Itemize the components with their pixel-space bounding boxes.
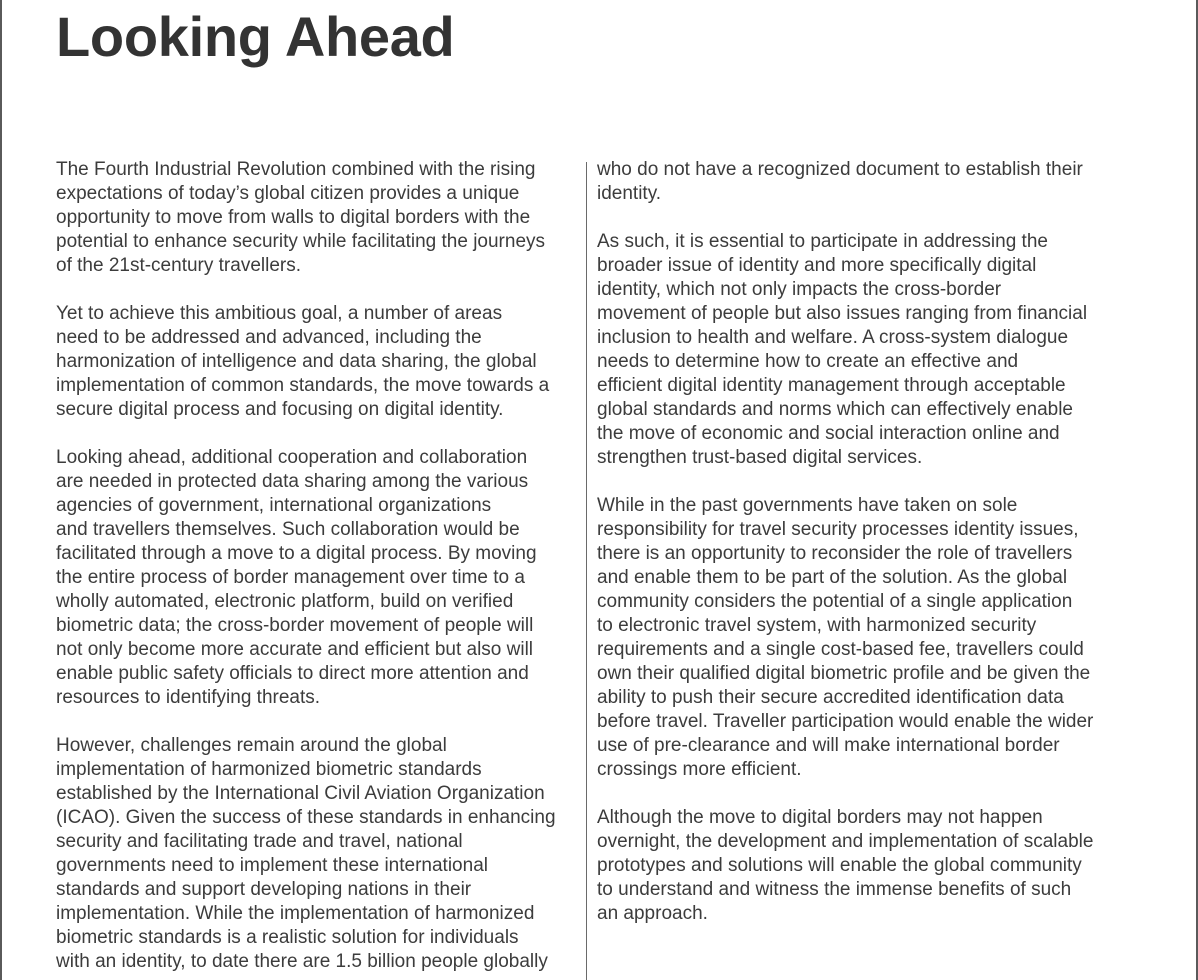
text-line: However, challenges remain around the global bbox=[56, 735, 447, 756]
paragraph bbox=[597, 806, 1127, 926]
text-line: As such, it is essential to participate in addressing the bbox=[597, 231, 1048, 252]
text-line: While in the past governments have taken on sole bbox=[597, 495, 1018, 516]
text-line: before travel. Traveller participation would enable the wider bbox=[597, 711, 1094, 732]
text-line: not only become more accurate and efficient but also will bbox=[56, 639, 534, 660]
text-line: implementation of common standards, the move towards a bbox=[56, 375, 550, 396]
text-line: security and facilitating trade and travel, national bbox=[56, 831, 463, 852]
text-line: The Fourth Industrial Revolution combined with the rising bbox=[56, 159, 536, 180]
text-line: need to be addressed and advanced, including the bbox=[56, 327, 482, 348]
text-line: secure digital process and focusing on digital identity. bbox=[56, 399, 504, 420]
page-title: Looking Ahead bbox=[56, 5, 455, 68]
text-line: of the 21st-century travellers. bbox=[56, 255, 301, 276]
text-line: efficient digital identity management through acceptable bbox=[597, 375, 1066, 396]
text-line: biometric data; the cross-border movement of people will bbox=[56, 615, 534, 636]
text-line: governments need to implement these international bbox=[56, 855, 488, 876]
text-line: wholly automated, electronic platform, build on verified bbox=[56, 591, 514, 612]
text-line: community considers the potential of a single application bbox=[597, 591, 1073, 612]
paragraph bbox=[597, 158, 1127, 206]
paragraph bbox=[597, 230, 1127, 470]
text-line: resources to identifying threats. bbox=[56, 687, 321, 708]
text-line: prototypes and solutions will enable the global community bbox=[597, 855, 1082, 876]
text-line: there is an opportunity to reconsider the role of travellers bbox=[597, 543, 1073, 564]
text-line: an approach. bbox=[597, 903, 708, 924]
text-line: harmonization of intelligence and data sharing, the global bbox=[56, 351, 537, 372]
text-line: established by the International Civil Aviation Organization bbox=[56, 783, 545, 804]
text-line: and enable them to be part of the solution. As the global bbox=[597, 567, 1068, 588]
text-line: opportunity to move from walls to digital borders with the bbox=[56, 207, 531, 228]
left-column bbox=[56, 158, 580, 980]
text-line: use of pre-clearance and will make international border bbox=[597, 735, 1060, 756]
paragraph bbox=[56, 446, 580, 710]
text-line: requirements and a single cost-based fee, travellers could bbox=[597, 639, 1084, 660]
paragraph bbox=[56, 734, 580, 974]
right-column bbox=[597, 158, 1127, 950]
text-line: identity, which not only impacts the cross-border bbox=[597, 279, 1002, 300]
text-line: standards and support developing nations in their bbox=[56, 879, 472, 900]
column-divider bbox=[586, 162, 587, 980]
text-line: responsibility for travel security processes identity issues, bbox=[597, 519, 1079, 540]
text-line: crossings more efficient. bbox=[597, 759, 802, 780]
text-line: own their qualified digital biometric profile and be given the bbox=[597, 663, 1091, 684]
text-line: movement of people but also issues ranging from financial bbox=[597, 303, 1088, 324]
text-line: implementation. While the implementation of harmonized bbox=[56, 903, 535, 924]
text-line: identity. bbox=[597, 183, 662, 204]
paragraph bbox=[56, 158, 580, 278]
text-line: the move of economic and social interaction online and bbox=[597, 423, 1060, 444]
text-line: global standards and norms which can effectively enable bbox=[597, 399, 1073, 420]
text-line: agencies of government, international organizations bbox=[56, 495, 492, 516]
text-line: inclusion to health and welfare. A cross-system dialogue bbox=[597, 327, 1069, 348]
paragraph bbox=[597, 494, 1127, 782]
text-line: Yet to achieve this ambitious goal, a number of areas bbox=[56, 303, 503, 324]
paragraph bbox=[56, 302, 580, 422]
text-line: are needed in protected data sharing among the various bbox=[56, 471, 529, 492]
text-line: facilitated through a move to a digital process. By moving bbox=[56, 543, 537, 564]
text-line: with an identity, to date there are 1.5 billion people globally bbox=[56, 951, 548, 972]
text-line: expectations of today’s global citizen provides a unique bbox=[56, 183, 520, 204]
text-line: implementation of harmonized biometric standards bbox=[56, 759, 482, 780]
text-line: potential to enhance security while facilitating the journeys bbox=[56, 231, 546, 252]
text-line: biometric standards is a realistic solution for individuals bbox=[56, 927, 519, 948]
text-line: overnight, the development and implementation of scalable bbox=[597, 831, 1094, 852]
text-line: needs to determine how to create an effective and bbox=[597, 351, 1019, 372]
text-line: the entire process of border management over time to a bbox=[56, 567, 525, 588]
text-line: enable public safety officials to direct more attention and bbox=[56, 663, 529, 684]
text-line: to electronic travel system, with harmonized security bbox=[597, 615, 1037, 636]
text-line: (ICAO). Given the success of these standards in enhancing bbox=[56, 807, 556, 828]
text-line: Looking ahead, additional cooperation and collaboration bbox=[56, 447, 528, 468]
text-line: who do not have a recognized document to establish their bbox=[597, 159, 1083, 180]
text-line: broader issue of identity and more specifically digital bbox=[597, 255, 1037, 276]
text-line: strengthen trust-based digital services. bbox=[597, 447, 923, 468]
text-line: and travellers themselves. Such collaboration would be bbox=[56, 519, 520, 540]
text-line: Although the move to digital borders may not happen bbox=[597, 807, 1043, 828]
text-line: to understand and witness the immense benefits of such bbox=[597, 879, 1072, 900]
text-line: ability to push their secure accredited identification data bbox=[597, 687, 1064, 708]
